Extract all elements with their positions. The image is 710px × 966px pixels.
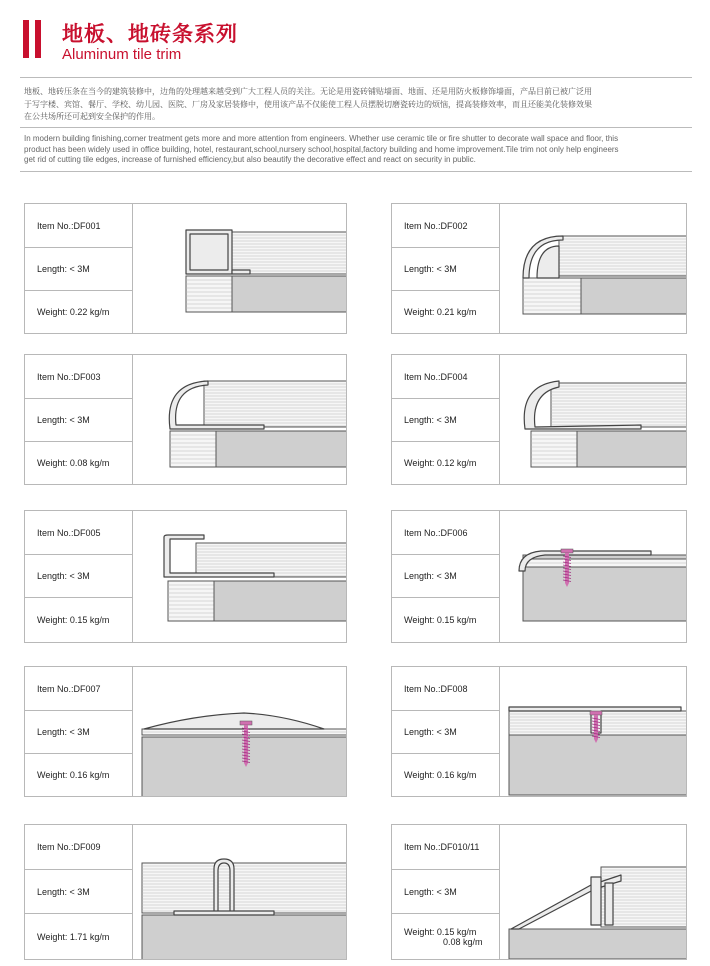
item-number: Item No.:DF004 [404, 371, 468, 382]
product-card [24, 203, 347, 334]
length-spec: Length: < 3M [392, 869, 499, 913]
length-spec: Length: < 3M [392, 247, 499, 290]
weight-value: Weight: 0.21 kg/m [404, 307, 477, 317]
trim-profile-diagram [134, 355, 346, 484]
divider [20, 77, 692, 78]
item-number: Item No.:DF002 [404, 220, 468, 231]
length-spec: Length: < 3M [25, 710, 132, 753]
length-spec: Length: < 3M [25, 398, 132, 441]
weight-value: Weight: 0.16 kg/m [37, 770, 110, 780]
profile-drawing [501, 667, 686, 796]
page-title-en: Aluminum tile trim [62, 46, 182, 63]
floor-substrate [577, 431, 686, 467]
intro-chinese [24, 86, 692, 124]
intro-cn-line: 于写字楼、宾馆、餐厅、学校、幼儿园、医院、厂房及家居装修中，使用该产品不仅能使工程人员摆脱切磨瓷砖边的烦恼，提高装修效率，而且还能美化装修效果 [24, 99, 592, 109]
product-specs [392, 667, 500, 796]
base-layer [170, 431, 216, 467]
page-header [0, 0, 710, 70]
item-number: Item No.:DF003 [37, 371, 101, 382]
profile-drawing [134, 355, 346, 484]
intro-english [24, 134, 692, 166]
tile-layer [196, 543, 346, 577]
product-card [391, 203, 687, 334]
top-stripe [523, 559, 686, 567]
base-layer [531, 431, 577, 467]
length-spec: Length: < 3M [25, 554, 132, 597]
tile-layer [551, 383, 686, 427]
tile-layer [142, 863, 346, 913]
weight-spec [392, 597, 499, 642]
product-specs [25, 825, 133, 959]
weight-value: 0.08 kg/m [443, 936, 483, 947]
weight-value: Weight: 0.08 kg/m [37, 458, 110, 468]
weight-value: Weight: 0.15 kg/m [37, 615, 110, 625]
product-specs [392, 355, 500, 484]
intro-en-line: product has been widely used in office building, hotel, restaurant,school,nursery school,hospital,factory building and home improvement.Tile trim not only help engineers [24, 144, 619, 154]
intro-en-line: In modern building finishing,corner treatment gets more and more attention from engineers. Whether use ceramic tile or fire shutter to decorate wall space and floor, this [24, 134, 619, 143]
weight-spec [392, 913, 499, 959]
profile-drawing [134, 511, 346, 642]
profile-drawing [501, 511, 686, 642]
weight-spec [392, 441, 499, 484]
divider [20, 171, 692, 172]
profile-drawing [501, 825, 686, 959]
weight-value: Weight: 0.15 kg/m [404, 926, 477, 937]
trim-profile-diagram [134, 204, 346, 333]
square-trim-profile [186, 230, 232, 274]
product-specs [392, 825, 500, 959]
item-number: Item No.:DF010/11 [404, 842, 480, 852]
base-layer [186, 276, 232, 312]
intro-cn-line: 在公共场所还可起到安全保护的作用。 [24, 112, 160, 121]
product-card [24, 354, 347, 485]
trim-profile-diagram [134, 667, 346, 796]
product-card [391, 510, 687, 643]
tile-layer [601, 867, 686, 927]
item-number: Item No.:DF005 [37, 527, 101, 538]
item-number: Item No.:DF008 [404, 683, 468, 694]
product-card [24, 666, 347, 797]
product-card [24, 510, 347, 643]
item-number: Item No.:DF007 [37, 683, 101, 694]
product-specs [25, 667, 133, 796]
weight-spec [25, 597, 132, 642]
floor-substrate [581, 278, 686, 314]
weight-spec [25, 753, 132, 796]
weight-value: Weight: 0.16 kg/m [404, 770, 477, 780]
product-card [391, 824, 687, 960]
product-card [391, 666, 687, 797]
weight-value: Weight: 1.71 kg/m [37, 931, 110, 942]
trim-profile-diagram [501, 825, 686, 959]
tile-layer [559, 236, 686, 276]
trim-leg [232, 270, 250, 274]
item-number: Item No.:DF006 [404, 527, 468, 538]
profile-drawing [501, 204, 686, 333]
floor-substrate [509, 735, 686, 795]
weight-spec [392, 753, 499, 796]
product-card [391, 354, 687, 485]
profile-inner [537, 246, 559, 278]
floor-substrate [232, 276, 346, 312]
weight-spec [25, 441, 132, 484]
t-ramp-profile [144, 713, 324, 729]
item-number: Item No.:DF009 [37, 842, 101, 852]
weight-spec [25, 913, 132, 959]
profile-drawing [134, 204, 346, 333]
product-specs [25, 355, 133, 484]
trim-profile-diagram [501, 511, 686, 642]
floor-substrate [216, 431, 346, 467]
trim-profile-diagram [134, 825, 346, 959]
profile-drawing [134, 825, 346, 959]
weight-spec [392, 290, 499, 333]
weight-value: Weight: 0.22 kg/m [37, 307, 110, 317]
profile-drawing [134, 667, 346, 796]
floor-substrate [509, 929, 686, 959]
trim-profile-diagram [501, 204, 686, 333]
product-card [24, 824, 347, 960]
trim-profile-diagram [501, 355, 686, 484]
item-number: Item No.:DF001 [37, 220, 101, 231]
profile-drawing [501, 355, 686, 484]
divider-base [174, 911, 274, 915]
weight-value: Weight: 0.12 kg/m [404, 458, 477, 468]
length-spec: Length: < 3M [392, 398, 499, 441]
product-specs [392, 511, 500, 642]
product-specs [392, 204, 500, 333]
intro-en-line: get rid of cutting tile edges, increase of furnished efficiency,but also beautify the decorative effect and react on security in public. [24, 155, 476, 164]
length-spec: Length: < 3M [392, 710, 499, 753]
floor-substrate [142, 915, 346, 959]
intro-cn-line: 地板、地砖压条在当今的建筑装修中，边角的处理越来越受到广大工程人员的关注。无论是用瓷砖铺贴墙面、地面、还是用防火板修饰墙面，产品目前已被广泛用 [24, 87, 592, 96]
tile-layer [204, 381, 346, 427]
trim-profile-diagram [501, 667, 686, 796]
length-spec: Length: < 3M [392, 554, 499, 597]
page-title-cn: 地板、地砖条系列 [62, 22, 238, 46]
length-spec: Length: < 3M [25, 247, 132, 290]
product-specs [25, 204, 133, 333]
floor-substrate [214, 581, 346, 621]
divider [20, 127, 692, 128]
base-layer [168, 581, 214, 621]
trim-profile-diagram [134, 511, 346, 642]
product-specs [25, 511, 133, 642]
weight-value: Weight: 0.15 kg/m [404, 615, 477, 625]
length-spec: Length: < 3M [25, 869, 132, 913]
weight-spec [25, 290, 132, 333]
